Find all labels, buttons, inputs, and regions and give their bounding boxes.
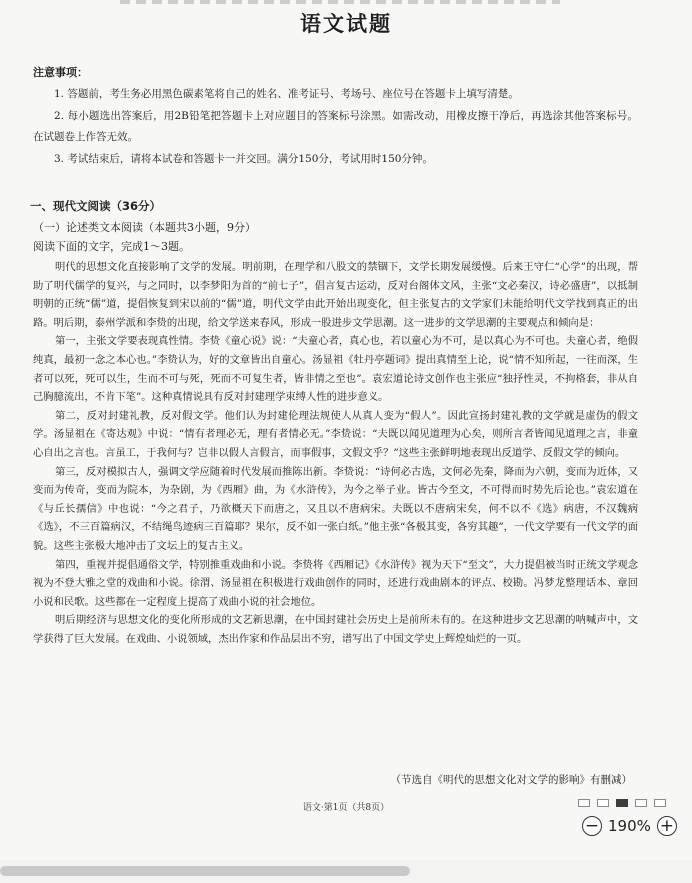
- zoom-level: 190%: [608, 817, 651, 835]
- page-dot[interactable]: [635, 799, 647, 807]
- article-paragraph: 第二，反对封建礼教，反对假文学。他们认为封建伦理法规使人从真人变为“假人”。因此宣扬封建礼教的文学就是虚伪的假文学。汤显祖在《寄达观》中说：“情有者理必无，理有者情必无。”李贽说：“夫既以闻见道理为心矣，则所言者皆闻见道理之言，非童心自出之言也。言虽工，于我何与？岂非以假人言假言，而事假事，文假文乎？”这些主张鲜明地表现出反道学、反假文学的倾向。: [33, 409, 638, 459]
- reading-instruction: 阅读下面的文字，完成1～3题。: [33, 240, 190, 253]
- notice-list: [33, 84, 638, 170]
- zoom-in-button[interactable]: +: [657, 816, 677, 836]
- horizontal-scrollbar[interactable]: [0, 866, 410, 876]
- article-source: （节选自《明代的思想文化对文学的影响》有删减）: [390, 774, 632, 786]
- page-title: 语文试题: [300, 11, 392, 36]
- page-dot[interactable]: [597, 799, 609, 807]
- page-dot[interactable]: [654, 799, 666, 807]
- zoom-control: [582, 814, 677, 838]
- notice-item: 2. 每小题选出答案后，用2B铅笔把答题卡上对应题目的答案标号涂黑。如需改动，用橡皮擦干净后，再选涂其他答案标号。在试题卷上作答无效。: [33, 109, 638, 143]
- article-paragraph: 第一，主张文学要表现真性情。李贽《童心说》说：“夫童心者，真心也，若以童心为不可，是以真心为不可也。夫童心者，绝假纯真，最初一念之本心也。”李贽认为，好的文章皆出自童心。汤显祖《牡丹亭题词》提出真情至上论，说“情不知所起，一往而深，生者可以死，死可以生，生而不可与死，死而不可复生者，皆非情之至也”。袁宏道论诗文创作也主张应“独抒性灵，不拘格套，非从自己胸臆流出，不肯下笔”。这种真情说具有反对封建理学束缚人性的进步意义。: [33, 335, 638, 404]
- subsection-heading: （一）论述类文本阅读（本题共3小题，9分）: [33, 221, 256, 234]
- page-dot-active[interactable]: [616, 799, 628, 807]
- notice-heading: 注意事项：: [33, 66, 88, 79]
- article-paragraph: 明代的思想文化直接影响了文学的发展。明前期，在理学和八股文的禁锢下，文学长期发展缓慢。后来王守仁“心学”的出现，帮助了明代儒学的复兴，与之同时，以李梦阳为首的“前七子”，倡言复古运动，反对台阁体文风，主张“文必秦汉，诗必盛唐”，以抵制明朝的正统“儒”道，提倡恢复到宋以前的“儒”道，明代文学由此开始出现变化，但主张复古的文学家们未能给明代文学找到真正的出路。明后期，泰州学派和李贽的出现，给文学送来春风，形成一股进步文学思潮。这一进步的文学思潮的主要观点和倾向是：: [33, 261, 638, 329]
- page-indicator: [578, 799, 666, 807]
- section-heading: 一、现代文阅读（36分）: [30, 199, 162, 213]
- article-body: [33, 258, 638, 648]
- notice-item: 1. 答题前，考生务必用黑色碳素笔将自己的姓名、准考证号、考场号、座位号在答题卡上填写清楚。: [54, 88, 519, 100]
- article-paragraph: 第四，重视并提倡通俗文学，特别推重戏曲和小说。李贽将《西厢记》《水浒传》视为天下“至文”，大力提倡被当时正统文学观念视为不登大雅之堂的戏曲和小说。徐渭、汤显祖在积极进行戏曲创作的同时，还进行戏曲剧本的评点、校勘。冯梦龙整理话本、章回小说和民歌。这些都在一定程度上提高了戏曲小说的社会地位。: [33, 558, 638, 608]
- article-paragraph: 第三，反对模拟古人，强调文学应随着时代发展而推陈出新。李贽说：“诗何必古选，文何必先秦，降而为六朝，变而为近体，又变而为传奇，变而为院本，为杂剧，为《西厢》曲，为《水浒传》，为今之举子业。皆古今至文，不可得而时势先后论也。”袁宏道在《与丘长孺信》中也说：“今之君子，乃欲概天下而唐之，又且以不唐病宋。夫既以不唐病宋矣，何不以不《选》病唐，不汉魏病《选》，不三百篇病汉，不结绳鸟迹病三百篇耶？果尔，反不如一张白纸。”他主张“各极其变，各穷其趣”，一代文学要有一代文学的面貌。这些主张极大地冲击了文坛上的复古主义。: [33, 465, 638, 552]
- notice-item: 3. 考试结束后，请将本试卷和答题卡一并交回。满分150分，考试用时150分钟。: [54, 152, 433, 165]
- page-footer: 语文·第1页（共8页）: [302, 803, 390, 813]
- top-rule: [120, 0, 560, 4]
- article-paragraph: 明后期经济与思想文化的变化所形成的文艺新思潮，在中国封建社会历史上是前所未有的。在这种进步文艺思潮的呐喊声中，文学获得了巨大发展。在戏曲、小说领域，杰出作家和作品层出不穷，谱写出了中国文学史上辉煌灿烂的一页。: [33, 614, 638, 645]
- zoom-out-button[interactable]: −: [582, 816, 602, 836]
- page-dot[interactable]: [578, 799, 590, 807]
